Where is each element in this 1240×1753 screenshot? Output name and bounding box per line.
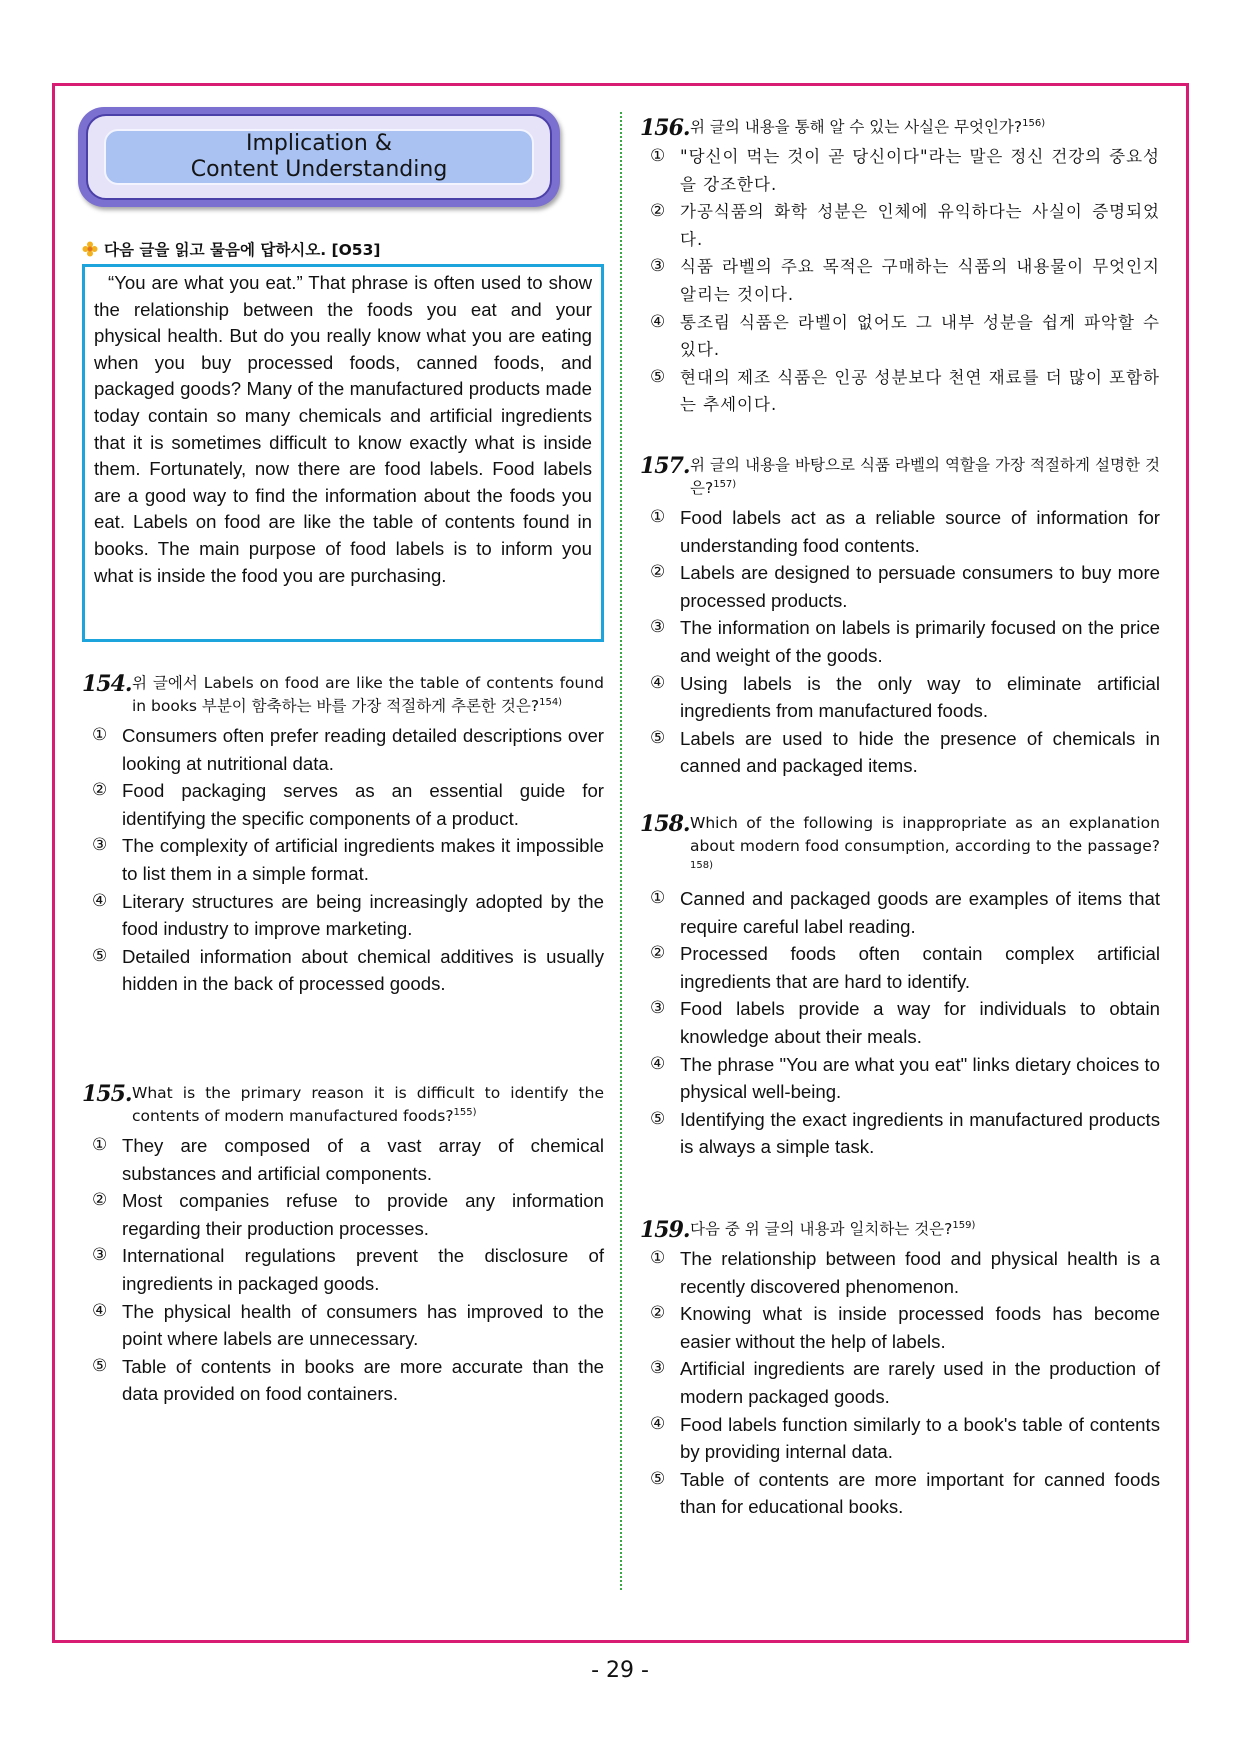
option-text: Detailed information about chemical additives is usually hidden in the back of processed goods. <box>122 945 604 995</box>
option-mark: ③ <box>650 617 666 638</box>
option-5[interactable] <box>640 725 1160 780</box>
option-2[interactable] <box>640 559 1160 614</box>
section-title: Implication & Content Understanding <box>190 131 448 182</box>
option-mark: ① <box>650 1248 666 1268</box>
option-mark: ⑤ <box>650 1468 666 1489</box>
question-155 <box>82 1082 604 1408</box>
question-text: 위 글의 내용을 바탕으로 식품 라벨의 역할을 가장 적절하게 설명한 것은? <box>690 456 1160 497</box>
question-text: What is the primary reason it is difficult to identify the contents of modern manufactured foods? <box>132 1084 604 1125</box>
question-stem <box>640 812 1160 881</box>
option-mark: ③ <box>92 835 108 856</box>
option-mark: ① <box>650 888 666 908</box>
option-text: Food labels act as a reliable source of information for understanding food contents. <box>680 507 1160 556</box>
question-154 <box>82 672 604 998</box>
option-5[interactable] <box>640 1466 1160 1521</box>
option-4[interactable] <box>640 670 1160 725</box>
option-3[interactable] <box>640 614 1160 669</box>
instruction-text: 다음 글을 읽고 물음에 답하시오. [O53] <box>104 241 381 259</box>
option-mark: ① <box>650 146 667 166</box>
option-list <box>82 722 604 998</box>
reading-passage <box>82 264 604 642</box>
question-157 <box>640 454 1160 780</box>
option-mark: ② <box>650 562 666 583</box>
option-1[interactable] <box>640 885 1160 940</box>
question-text: 다음 중 위 글의 내용과 일치하는 것은? <box>690 1220 953 1238</box>
option-4[interactable] <box>82 888 604 943</box>
question-stem <box>640 1218 1160 1241</box>
option-text: Food labels provide a way for individuals to obtain knowledge about their meals. <box>680 998 1160 1047</box>
option-3[interactable] <box>82 1242 604 1297</box>
option-4[interactable] <box>640 1051 1160 1106</box>
option-2[interactable] <box>640 198 1160 253</box>
option-mark: ④ <box>92 1300 108 1321</box>
passage-text: “You are what you eat.” That phrase is often used to show the relationship between the foods you eat and your physical health. But do you really know what you are eating when you buy processed foods, canned foods, and packaged goods? Many of the manufactured products made today contain so many chemicals and artificial ingredients that it is sometimes difficult to know exactly what is inside them. Fortunately, now there are food labels. Food labels are a good way to find the information about the foods you eat. Labels on food are like the table of contents found in books. The main purpose of food labels is to inform you what is inside the food you are purchasing. <box>94 272 592 586</box>
option-3[interactable] <box>640 253 1160 308</box>
question-text: Which of the following is inappropriate as an explanation about modern food consumption, according to the passage? <box>690 814 1160 855</box>
option-3[interactable] <box>82 832 604 887</box>
footnote-ref: 154) <box>539 696 563 708</box>
option-text: Using labels is the only way to eliminate artificial ingredients from manufactured foods. <box>680 672 1160 722</box>
option-5[interactable] <box>640 1106 1160 1161</box>
option-mark: ⑤ <box>92 1355 108 1376</box>
option-2[interactable] <box>640 940 1160 995</box>
option-1[interactable] <box>640 1245 1160 1300</box>
footnote-ref: 156) <box>1022 117 1046 129</box>
option-5[interactable] <box>82 943 604 998</box>
option-1[interactable] <box>82 722 604 777</box>
question-text: 위 글의 내용을 통해 알 수 있는 사실은 무엇인가? <box>690 118 1023 136</box>
question-number: 154. <box>82 671 132 697</box>
option-mark: ② <box>650 943 666 964</box>
question-number: 159. <box>640 1217 690 1243</box>
option-mark: ⑤ <box>92 945 108 966</box>
footnote-ref: 157) <box>713 478 737 490</box>
option-text: Knowing what is inside processed foods has become easier without the help of labels. <box>680 1303 1160 1352</box>
question-stem <box>640 454 1160 500</box>
option-text: 식품 라벨의 주요 목적은 구매하는 식품의 내용물이 무엇인지 알리는 것이다. <box>680 257 1160 304</box>
option-1[interactable] <box>640 143 1160 198</box>
option-3[interactable] <box>640 1355 1160 1410</box>
section-badge-border <box>86 114 552 200</box>
question-stem <box>640 116 1160 139</box>
option-text: Table of contents are more important for canned foods than for educational books. <box>680 1468 1160 1518</box>
instruction-line <box>82 238 380 260</box>
page-number: - 29 - <box>591 1658 649 1683</box>
option-list <box>640 504 1160 780</box>
footnote-ref: 159) <box>952 1219 976 1231</box>
option-text: The complexity of artificial ingredients makes it impossible to list them in a simple format. <box>122 835 604 884</box>
option-mark: ① <box>92 1135 108 1155</box>
question-159 <box>640 1218 1160 1521</box>
footnote-ref: 158) <box>690 859 713 871</box>
section-badge-inner <box>104 129 534 185</box>
option-mark: ① <box>92 725 108 745</box>
option-mark: ② <box>92 780 108 801</box>
option-text: Food packaging serves as an essential guide for identifying the specific components of a product. <box>122 780 604 829</box>
option-list <box>82 1132 604 1408</box>
option-text: Identifying the exact ingredients in manufactured products is always a simple task. <box>680 1108 1160 1158</box>
option-3[interactable] <box>640 995 1160 1050</box>
option-list <box>640 1245 1160 1521</box>
option-text: Processed foods often contain complex artificial ingredients that are hard to identify. <box>680 943 1160 992</box>
option-text: Labels are used to hide the presence of chemicals in canned and packaged items. <box>680 727 1160 777</box>
question-stem <box>82 1082 604 1128</box>
option-text: Literary structures are being increasingly adopted by the food industry to improve marketing. <box>122 890 604 940</box>
option-text: Canned and packaged goods are examples of items that require careful label reading. <box>680 888 1160 937</box>
option-mark: ③ <box>650 998 666 1019</box>
option-list <box>640 143 1160 419</box>
column-divider <box>620 112 622 1590</box>
option-1[interactable] <box>640 504 1160 559</box>
option-mark: ⑤ <box>650 366 667 387</box>
option-mark: ② <box>650 201 667 222</box>
option-mark: ④ <box>92 890 108 911</box>
option-text: The physical health of consumers has improved to the point where labels are unnecessary. <box>122 1300 604 1350</box>
option-1[interactable] <box>82 1132 604 1187</box>
option-text: They are composed of a vast array of chemical substances and artificial components. <box>122 1135 604 1184</box>
option-mark: ③ <box>650 1358 666 1379</box>
option-text: "당신이 먹는 것이 곧 당신이다"라는 말은 정신 건강의 중요성을 강조한다. <box>680 147 1160 194</box>
section-badge <box>78 107 560 207</box>
option-text: Table of contents in books are more accurate than the data provided on food containers. <box>122 1355 604 1405</box>
question-number: 157. <box>640 453 690 479</box>
option-text: Most companies refuse to provide any information regarding their production processes. <box>122 1190 604 1239</box>
option-2[interactable] <box>82 1187 604 1242</box>
option-mark: ④ <box>650 1053 666 1074</box>
flower-icon <box>82 241 98 257</box>
option-mark: ④ <box>650 311 667 332</box>
option-4[interactable] <box>82 1298 604 1353</box>
option-2[interactable] <box>82 777 604 832</box>
option-text: Consumers often prefer reading detailed descriptions over looking at nutritional data. <box>122 725 604 774</box>
option-mark: ② <box>92 1190 108 1211</box>
question-text: 위 글에서 Labels on food are like the table of contents found in books 부분이 함축하는 바를 가장 적절하게 추론한 것은? <box>132 674 604 715</box>
option-5[interactable] <box>82 1353 604 1408</box>
option-text: The phrase "You are what you eat" links dietary choices to physical well-being. <box>680 1053 1160 1103</box>
option-mark: ① <box>650 507 666 527</box>
option-text: Food labels function similarly to a book's table of contents by providing internal data. <box>680 1413 1160 1463</box>
option-list <box>640 885 1160 1161</box>
question-156 <box>640 116 1160 419</box>
option-mark: ⑤ <box>650 1108 666 1129</box>
option-text: 현대의 제조 식품은 인공 성분보다 천연 재료를 더 많이 포함하는 추세이다. <box>680 367 1160 415</box>
option-text: Labels are designed to persuade consumers to buy more processed products. <box>680 562 1160 611</box>
option-2[interactable] <box>640 1300 1160 1355</box>
option-text: 가공식품의 화학 성분은 인체에 유익하다는 사실이 증명되었다. <box>680 202 1160 249</box>
option-mark: ② <box>650 1303 666 1324</box>
option-mark: ⑤ <box>650 727 666 748</box>
question-number: 155. <box>82 1081 132 1107</box>
option-mark: ④ <box>650 672 666 693</box>
option-text: 통조림 식품은 라벨이 없어도 그 내부 성분을 쉽게 파악할 수 있다. <box>680 312 1160 360</box>
option-text: The information on labels is primarily focused on the price and weight of the goods. <box>680 617 1160 666</box>
option-mark: ③ <box>92 1245 108 1266</box>
question-158 <box>640 812 1160 1161</box>
option-mark: ④ <box>650 1413 666 1434</box>
question-number: 156. <box>640 115 690 141</box>
option-4[interactable] <box>640 1411 1160 1466</box>
option-text: The relationship between food and physical health is a recently discovered phenomenon. <box>680 1248 1160 1297</box>
footnote-ref: 155) <box>453 1106 477 1118</box>
option-mark: ③ <box>650 256 667 277</box>
question-stem <box>82 672 604 718</box>
question-number: 158. <box>640 811 690 837</box>
option-5[interactable] <box>640 364 1160 419</box>
option-4[interactable] <box>640 309 1160 364</box>
option-text: International regulations prevent the disclosure of ingredients in packaged goods. <box>122 1245 604 1294</box>
option-text: Artificial ingredients are rarely used in the production of modern packaged goods. <box>680 1358 1160 1407</box>
